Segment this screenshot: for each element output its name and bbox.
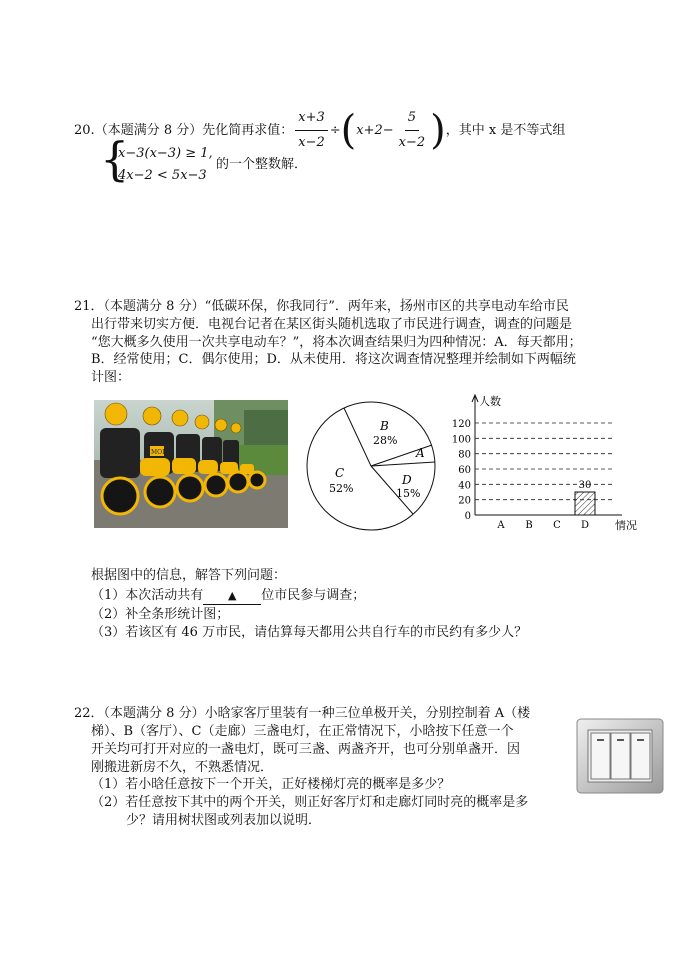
- y-tick-label: 20: [458, 495, 471, 507]
- q20-system-brace: {: [100, 132, 130, 186]
- q22-line-2: 梯）、B（客厅）、C（走廊）三盏电灯，在正常情况下，小晗按下任意一个: [91, 724, 514, 739]
- q20-divide-sign: ÷: [329, 123, 341, 138]
- q20-inequality-2: 4x−2 < 5x−3: [118, 168, 207, 183]
- triple-switch-image: [576, 718, 664, 794]
- pie-divider-b-c: [344, 408, 371, 466]
- q20-number: 20.: [74, 123, 95, 138]
- y-tick-label: 120: [451, 419, 471, 430]
- q21-sub-2: （2）补全条形统计图；: [91, 607, 230, 622]
- q22-line-1: 22．（本题满分 8 分）小晗家客厅里装有一种三位单极开关，分别控制着 A（楼: [74, 706, 531, 721]
- q20-right-paren: ): [430, 107, 446, 154]
- switch-key-c: [631, 733, 650, 779]
- x-axis-label: 情况: [615, 519, 637, 532]
- y-tick-label: 100: [451, 434, 471, 446]
- q20-fraction-2: $\frac{5}{x-2}$: [396, 106, 429, 155]
- q21-line-2: 出行带来切实方便．电视台记者在某区街头随机选取了市民进行调查，调查的问题是: [91, 317, 573, 332]
- q21-line-1: 21．（本题满分 8 分）“低碳环保，你我同行”．两年来，扬州市区的共享电动车给市民: [74, 299, 569, 314]
- pie-pct-d: 15%: [396, 487, 421, 500]
- pie-label-b: B: [380, 419, 389, 433]
- bar-data-label: 30: [578, 480, 592, 491]
- q22-sub-2b: 少？请用树状图或列表加以说明．: [126, 813, 322, 828]
- y-tick-label: 80: [458, 449, 471, 461]
- q20-tail-2: 的一个整数解．: [216, 157, 308, 172]
- q21-line-5: 计图：: [91, 370, 131, 385]
- y-tick-label: 60: [458, 465, 471, 476]
- y-tick-label: 0: [464, 511, 471, 522]
- pie-label-c: C: [335, 466, 345, 480]
- switch-key-a: [591, 733, 610, 779]
- pie-label-d: D: [402, 473, 412, 487]
- q20-inequality-1: x−3(x−3) ≥ 1,: [118, 146, 213, 161]
- pie-pct-b: 28%: [373, 434, 398, 447]
- q20-fraction-1: $\frac{x+3}{x-2}$: [295, 106, 328, 155]
- x-tick-label: A: [497, 520, 505, 531]
- pie-label-a: A: [416, 446, 425, 460]
- q22-sub-1: （1）若小晗任意按下一个开关，正好楼梯灯亮的概率是多少？: [91, 777, 451, 792]
- q21-line-4: B．经常使用；C．偶尔使用；D．从未使用．将这次调查情况整理并绘制如下两幅统: [91, 352, 576, 367]
- pie-chart: [300, 400, 448, 534]
- pie-pct-c: 52%: [329, 482, 354, 495]
- x-tick-label: C: [553, 520, 561, 531]
- q20-tail: ，其中 x 是不等式组: [445, 123, 566, 138]
- switch-key-b: [611, 733, 630, 779]
- answer-blank[interactable]: ▲: [203, 588, 261, 605]
- y-axis-label: 人数: [479, 395, 501, 408]
- q22-line-3: 开关均可打开对应的一盏电灯，既可三盏、两盏齐开，也可分别单盏开．因: [91, 742, 521, 757]
- shared-ebike-photo: [94, 400, 288, 528]
- q21-intro-question: 根据图中的信息，解答下列问题：: [91, 568, 287, 583]
- q22-sub-2a: （2）若任意按下其中的两个开关，则正好客厅灯和走廊灯同时亮的概率是多: [91, 795, 529, 810]
- q20-inner-expression: x+2−: [356, 123, 394, 138]
- svg-text:MOI: MOI: [151, 449, 165, 456]
- bar: [575, 492, 595, 515]
- q21-sub-1: （1）本次活动共有 ▲ 位市民参与调查；: [91, 588, 366, 603]
- q20-intro: （本题满分 8 分）先化简再求值：: [94, 123, 294, 138]
- q21-line-3: “您大概多久使用一次共享电动车？”，将本次调查结果归为四种情况：A．每天都用；: [91, 335, 582, 350]
- x-tick-label: D: [580, 520, 590, 531]
- q21-sub-3: （3）若该区有 46 万市民，请估算每天都用公共自行车的市民约有多少人？: [91, 625, 528, 640]
- bar-chart: [446, 392, 642, 536]
- q22-line-4: 刚搬进新房不久，不熟悉情况．: [91, 760, 274, 775]
- x-tick-label: B: [525, 520, 533, 531]
- y-tick-label: 40: [458, 480, 471, 492]
- q20-left-paren: (: [340, 107, 357, 154]
